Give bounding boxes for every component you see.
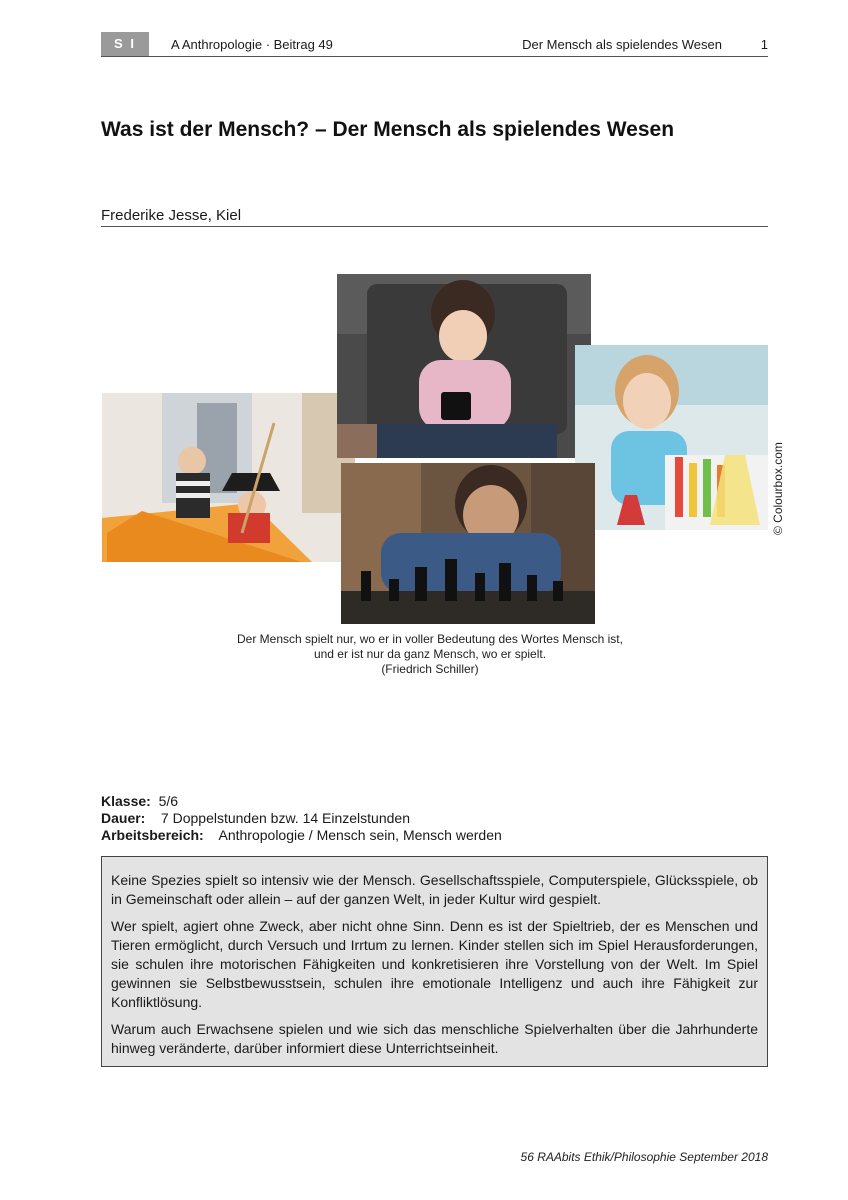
page-header <box>101 32 768 57</box>
meta-arbeitsbereich <box>101 827 502 844</box>
photo-child-chess <box>341 463 595 624</box>
page-footer: 56 RAAbits Ethik/Philosophie September 2018 <box>520 1150 768 1164</box>
intro-paragraph-3: Warum auch Erwachsene spielen und wie sich das menschliche Spielverhalten über die Jahrhunderte hinweg veränderte, darüber informiert diese Unterrichtseinheit. <box>111 1021 758 1056</box>
klasse-value: 5/6 <box>158 793 179 809</box>
meta-klasse <box>101 793 502 810</box>
section-label: A Anthropologie · Beitrag 49 <box>171 37 333 52</box>
photo-pirate-children <box>102 393 355 562</box>
author-line: Frederike Jesse, Kiel <box>101 207 768 227</box>
level-badge: S I <box>101 32 149 56</box>
intro-box <box>101 856 768 1067</box>
bereich-label: Arbeitsbereich: <box>101 827 204 843</box>
running-title: Der Mensch als spielendes Wesen <box>522 37 722 52</box>
lesson-meta <box>101 793 502 844</box>
photo-child-chemistry <box>575 345 768 530</box>
photo-credit: © Colourbox.com <box>771 442 785 535</box>
quote-line-2: und er ist nur da ganz Mensch, wo er spielt. <box>313 647 547 661</box>
page-title: Was ist der Mensch? – Der Mensch als spielendes Wesen <box>101 118 675 141</box>
intro-paragraph-2: Wer spielt, agiert ohne Zweck, aber nicht ohne Sinn. Denn es ist der Spieltrieb, der es Menschen und Tieren ermöglicht, durch Versuch und Irrtum zu lernen. Kinder stellen sich im Spiel Herausforderungen, sie schulen ihre motorischen Fähigkeiten und konkretisieren ihre Vorstellung von der Welt. Im Spiel gewinnen sie Selbstbewusstsein, schulen ihre emotionale Intelligenz und auch ihre Fähigkeit zur Konfliktlösung. <box>111 918 758 1010</box>
quote-source: (Friedrich Schiller) <box>381 662 479 676</box>
quote-line-1: Der Mensch spielt nur, wo er in voller Bedeutung des Wortes Mensch ist, <box>237 632 623 646</box>
klasse-label: Klasse: <box>101 793 151 809</box>
schiller-quote <box>140 632 720 677</box>
meta-dauer <box>101 810 502 827</box>
bereich-value: Anthropologie / Mensch sein, Mensch werden <box>218 827 502 843</box>
dauer-value: 7 Doppelstunden bzw. 14 Einzelstunden <box>160 810 410 826</box>
dauer-label: Dauer: <box>101 810 146 826</box>
photo-child-smartphone <box>337 274 591 458</box>
page-number: 1 <box>760 37 768 52</box>
intro-paragraph-1: Keine Spezies spielt so intensiv wie der Mensch. Gesellschaftsspiele, Computerspiele, Glücksspiele, ob in Gemeinschaft oder allein – auf der ganzen Welt, in jeder Kultur wird gespielt. <box>111 872 758 907</box>
